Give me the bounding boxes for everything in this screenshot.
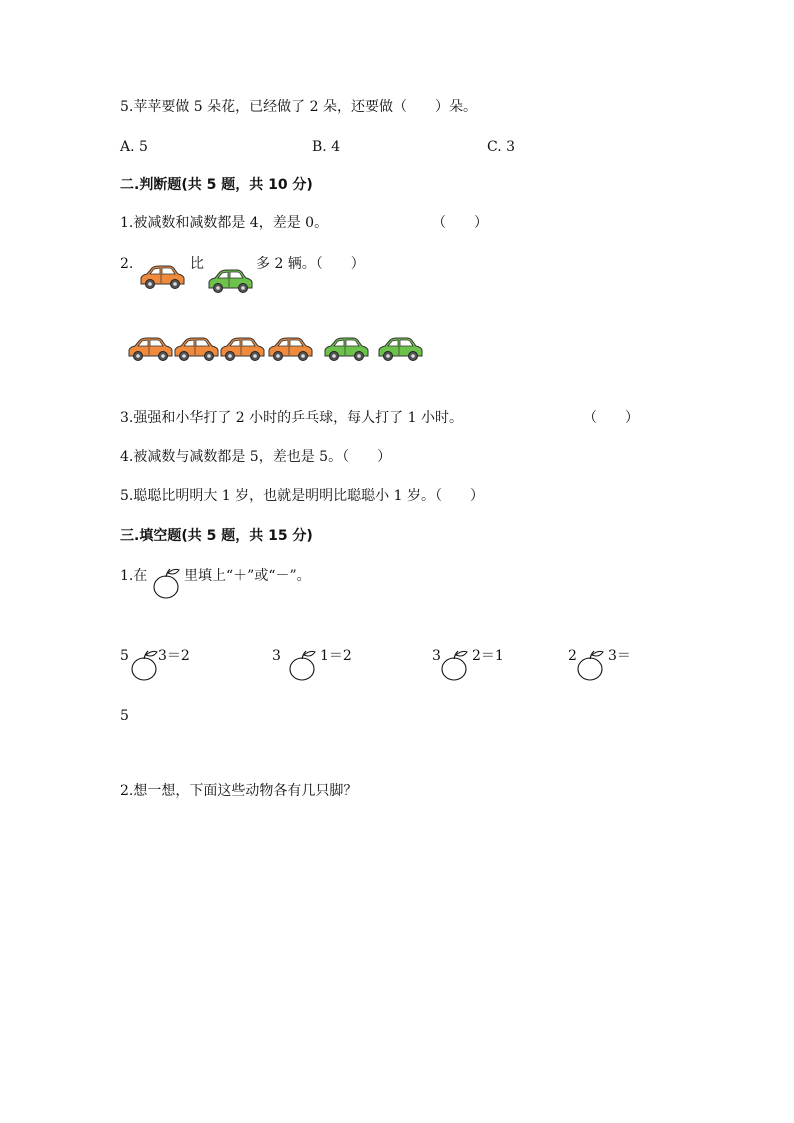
section-heading-fill: 三.填空题(共 5 题，共 15 分) [120, 528, 313, 544]
answer-paren: （ ） [583, 410, 639, 426]
apple-blank-input[interactable] [576, 648, 608, 682]
green-car-icon [376, 336, 424, 362]
fill-question-1-suffix: 里填上“＋”或“－”。 [184, 568, 311, 584]
orange-car-icon [126, 336, 174, 362]
equation-2-right: 1＝2 [320, 648, 352, 664]
judge-question-4: 4.被减数与减数都是 5，差也是 5。（ ） [120, 449, 392, 465]
answer-paren: （ ） [432, 215, 488, 231]
option-b: B. 4 [312, 139, 341, 155]
option-c: C. 3 [487, 139, 516, 155]
judge-question-2-number: 2. [120, 256, 134, 272]
apple-icon [152, 566, 184, 600]
apple-blank-input[interactable] [288, 648, 320, 682]
option-a: A. 5 [120, 139, 148, 155]
equation-4-left: 2 [568, 648, 577, 664]
judge-question-5: 5.聪聪比明明大 1 岁，也就是明明比聪聪小 1 岁。（ ） [120, 488, 484, 504]
orange-car-icon [138, 264, 186, 290]
equation-4-result: 5 [120, 708, 129, 724]
judge-question-2-compare: 比 [190, 256, 204, 272]
apple-blank-input[interactable] [440, 648, 472, 682]
orange-car-icon [218, 336, 266, 362]
fill-question-1-prefix: 1.在 [120, 568, 148, 584]
apple-blank-input[interactable] [130, 648, 162, 682]
equation-2-left: 3 [272, 648, 281, 664]
choice-question-5: 5.苹苹要做 5 朵花，已经做了 2 朵，还要做（ ）朵。 [120, 99, 477, 115]
green-car-icon [206, 268, 254, 294]
judge-question-1: 1.被减数和减数都是 4，差是 0。 [120, 215, 329, 231]
section-heading-judge: 二.判断题(共 5 题，共 10 分) [120, 177, 313, 193]
equation-4-right: 3＝ [608, 648, 631, 664]
equation-1-right: 3＝2 [158, 648, 190, 664]
judge-question-2-text: 多 2 辆。（ ） [256, 256, 365, 272]
orange-car-icon [266, 336, 314, 362]
green-car-icon [322, 336, 370, 362]
equation-1-left: 5 [120, 648, 129, 664]
judge-question-3: 3.强强和小华打了 2 小时的乒乓球，每人打了 1 小时。 [120, 410, 463, 426]
equation-3-left: 3 [432, 648, 441, 664]
orange-car-icon [172, 336, 220, 362]
equation-3-right: 2＝1 [472, 648, 504, 664]
fill-question-2: 2.想一想，下面这些动物各有几只脚？ [120, 783, 358, 799]
